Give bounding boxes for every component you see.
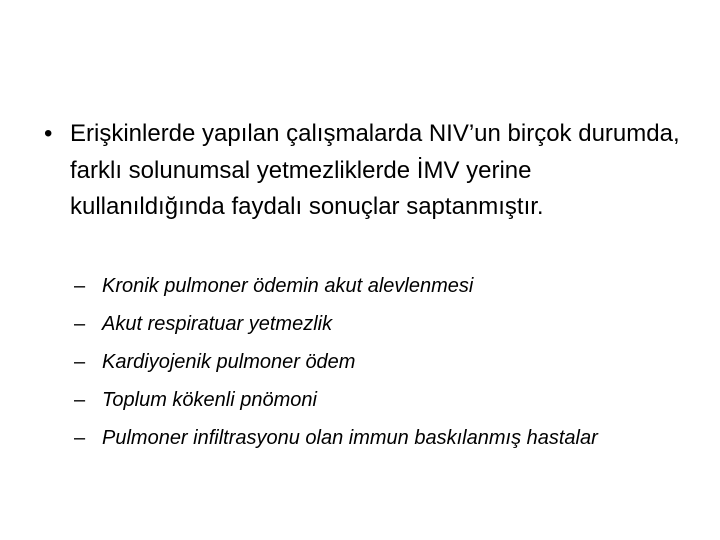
dash-marker: – (74, 389, 86, 411)
main-bullet (44, 116, 694, 226)
sub-bullet-item (74, 350, 674, 375)
bullet-marker: • (44, 120, 53, 147)
sub-bullet-item (74, 426, 674, 451)
dash-marker: – (74, 427, 86, 449)
main-bullet-text: Erişkinlerde yapılan çalışmalarda NIV’un birçok durumda, farklı solunumsal yetmezliklerde İMV yerine kullanıldığında faydalı sonuçlar saptanmıştır. (70, 120, 680, 220)
sub-bullet-text: Kronik pulmoner ödemin akut alevlenmesi (102, 275, 474, 297)
sub-bullet-item (74, 274, 674, 299)
sub-bullet-list (74, 274, 674, 464)
sub-bullet-text: Kardiyojenik pulmoner ödem (102, 351, 356, 373)
dash-marker: – (74, 313, 86, 335)
sub-bullet-text: Pulmoner infiltrasyonu olan immun baskılanmış hastalar (102, 427, 598, 449)
sub-bullet-text: Akut respiratuar yetmezlik (102, 313, 333, 335)
dash-marker: – (74, 275, 86, 297)
sub-bullet-text: Toplum kökenli pnömoni (102, 389, 317, 411)
sub-bullet-item (74, 388, 674, 413)
sub-bullet-item (74, 312, 674, 337)
dash-marker: – (74, 351, 86, 373)
